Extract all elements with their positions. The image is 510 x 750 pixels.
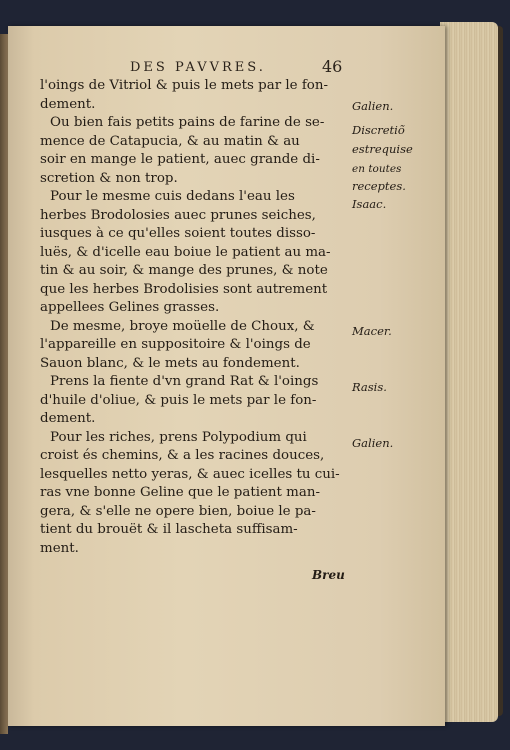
text-line: Prens la fiente d'vn grand Rat & l'oings	[50, 374, 319, 389]
margin-note: en toutes	[352, 163, 402, 175]
text-line: dement.	[40, 411, 96, 426]
text-line: scretion & non trop.	[40, 170, 178, 186]
catchword: Breu	[312, 568, 345, 582]
margin-note: receptes.	[352, 179, 406, 193]
text-line: l'oings de Vitriol & puis le mets par le fon-	[40, 78, 328, 93]
text-line: ment.	[40, 540, 79, 556]
text-line: Pour le mesme cuis dedans l'eau les	[50, 189, 295, 204]
text-line: mence de Catapucia, & au matin & au	[40, 133, 300, 149]
text-line: appellees Gelines grasses.	[40, 300, 220, 315]
text-line: herbes Brodolosies auec prunes seiches,	[40, 207, 316, 223]
text-line: iusques à ce qu'elles soient toutes disso-	[40, 226, 316, 241]
text-line: tin & au soir, & mange des prunes, & note	[40, 263, 328, 278]
margin-note: Macer.	[352, 324, 392, 338]
text-line: De mesme, broye moüelle de Choux, &	[50, 318, 315, 334]
running-head: DES PAVVRES.	[130, 60, 266, 75]
text-line: gera, & s'elle ne opere bien, boiue le pa-	[40, 503, 316, 519]
text-line: l'appareille en suppositoire & l'oings de	[40, 337, 311, 352]
body-text	[40, 77, 340, 558]
page-fore-edge	[440, 22, 498, 722]
page-number: 46	[322, 57, 343, 76]
margin-note: Galien.	[352, 99, 394, 113]
margin-note: Isaac.	[352, 197, 387, 211]
text-line: Sauon blanc, & le mets au fondement.	[40, 355, 300, 371]
text-line: tient du brouët & il lascheta suffisam-	[40, 522, 298, 537]
text-line: dement.	[40, 96, 96, 112]
margin-note: estrequise	[352, 142, 413, 156]
margin-note: Galien.	[352, 436, 394, 450]
margin-note: Rasis.	[352, 380, 387, 394]
text-line: ras vne bonne Geline que le patient man-	[40, 485, 321, 500]
text-line: luës, & d'icelle eau boiue le patient au ma-	[40, 244, 331, 260]
text-line: Pour les riches, prens Polypodium qui	[50, 429, 307, 445]
text-line: croist és chemins, & a les racines douces,	[40, 448, 325, 463]
book-spine	[0, 34, 8, 734]
text-line: que les herbes Brodolisies sont autrement	[40, 281, 328, 297]
text-line: soir en mange le patient, auec grande di-	[40, 152, 320, 167]
text-line: Ou bien fais petits pains de farine de se-	[50, 115, 325, 130]
text-line: d'huile d'oliue, & puis le mets par le fon-	[40, 392, 317, 408]
margin-note: Discretiõ	[352, 123, 405, 137]
text-line: lesquelles netto yeras, & auec icelles tu cui-	[40, 466, 340, 482]
